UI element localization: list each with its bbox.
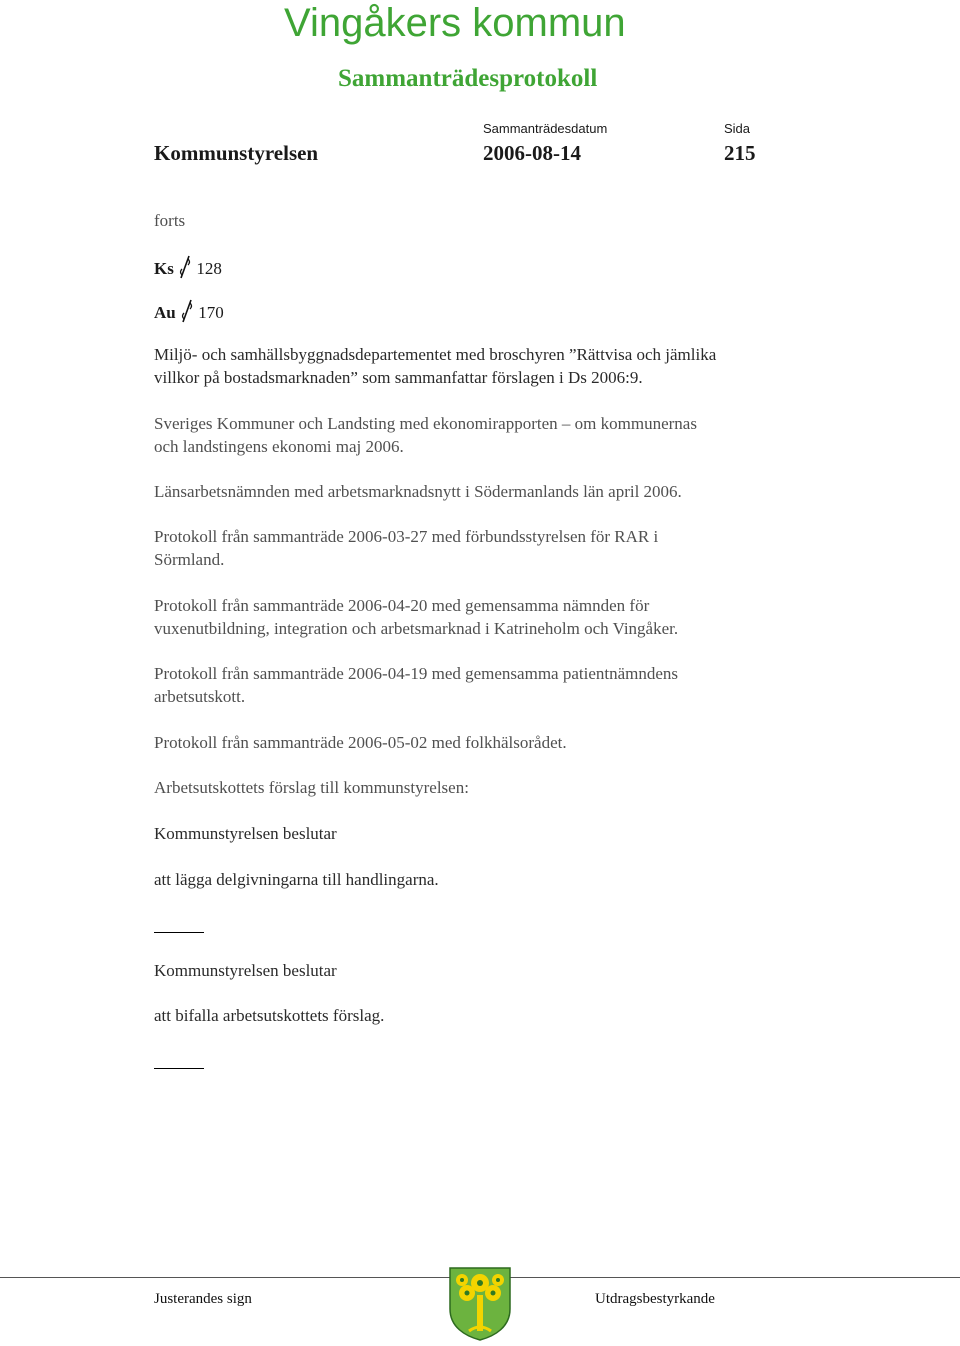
meeting-date: 2006-08-14 xyxy=(483,141,581,165)
ks-number: 128 xyxy=(196,259,222,278)
au-reference xyxy=(154,298,224,330)
body-name: Kommunstyrelsen xyxy=(154,141,319,165)
utdragsbestyrkande-label: Utdragsbestyrkande xyxy=(595,1291,715,1307)
paragraph-2 xyxy=(154,412,854,458)
paragraph-4 xyxy=(154,525,854,571)
paragraph-3 xyxy=(154,480,854,503)
separator-rule xyxy=(154,932,204,933)
au-number: 170 xyxy=(198,303,224,322)
organization-title: Vingåkers kommun xyxy=(284,1,626,45)
paragraph-line: Protokoll från sammanträde 2006-03-27 med förbundsstyrelsen för RAR i xyxy=(154,527,659,546)
decision-2-heading: Kommunstyrelsen beslutar xyxy=(154,961,337,980)
au-proposal-heading: Arbetsutskottets förslag till kommunstyrelsen: xyxy=(154,778,469,797)
paragraph-5 xyxy=(154,594,854,640)
paragraph-line: Sveriges Kommuner och Landsting med ekonomirapporten – om kommunernas xyxy=(154,414,697,433)
decision-2-text: att bifalla arbetsutskottets förslag. xyxy=(154,1006,385,1025)
paragraph-1 xyxy=(154,343,854,389)
paragraph-7 xyxy=(154,731,854,754)
paragraph-line: Protokoll från sammanträde 2006-04-20 med gemensamma nämnden för xyxy=(154,596,650,615)
paragraph-line: arbetsutskott. xyxy=(154,687,246,706)
paragraph-6 xyxy=(154,662,854,708)
paragraph-line: vuxenutbildning, integration och arbetsmarknad i Katrineholm och Vingåker. xyxy=(154,619,679,638)
ks-reference xyxy=(154,254,222,286)
paragraph-line: Sörmland. xyxy=(154,550,225,569)
page-number: 215 xyxy=(724,141,756,165)
paragraph-line: Länsarbetsnämnden med arbetsmarknadsnytt i Södermanlands län april 2006. xyxy=(154,482,682,501)
paragraph-line: Protokoll från sammanträde 2006-04-19 med gemensamma patientnämndens xyxy=(154,664,679,683)
separator-rule xyxy=(154,1068,204,1069)
paragraph-line: Protokoll från sammanträde 2006-05-02 med folkhälsorådet. xyxy=(154,733,567,752)
paragraph-line: och landstingens ekonomi maj 2006. xyxy=(154,437,404,456)
paragraph-line: villkor på bostadsmarknaden” som sammanfattar förslagen i Ds 2006:9. xyxy=(154,368,643,387)
continued-marker: forts xyxy=(154,211,186,230)
section-sign-icon xyxy=(178,254,192,286)
section-sign-icon xyxy=(180,298,194,330)
page-label: Sida xyxy=(724,121,751,136)
ks-prefix: Ks xyxy=(154,259,174,278)
coat-of-arms-logo xyxy=(447,1265,513,1341)
justerandes-sign-label: Justerandes sign xyxy=(154,1291,252,1307)
decision-1-text: att lägga delgivningarna till handlingarna. xyxy=(154,870,439,889)
au-prefix: Au xyxy=(154,303,176,322)
date-label: Sammanträdesdatum xyxy=(483,121,608,136)
document-type-title: Sammanträdesprotokoll xyxy=(338,65,598,92)
paragraph-line: Miljö- och samhällsbyggnadsdepartementet med broschyren ”Rättvisa och jämlika xyxy=(154,345,717,364)
decision-1-heading: Kommunstyrelsen beslutar xyxy=(154,824,337,843)
